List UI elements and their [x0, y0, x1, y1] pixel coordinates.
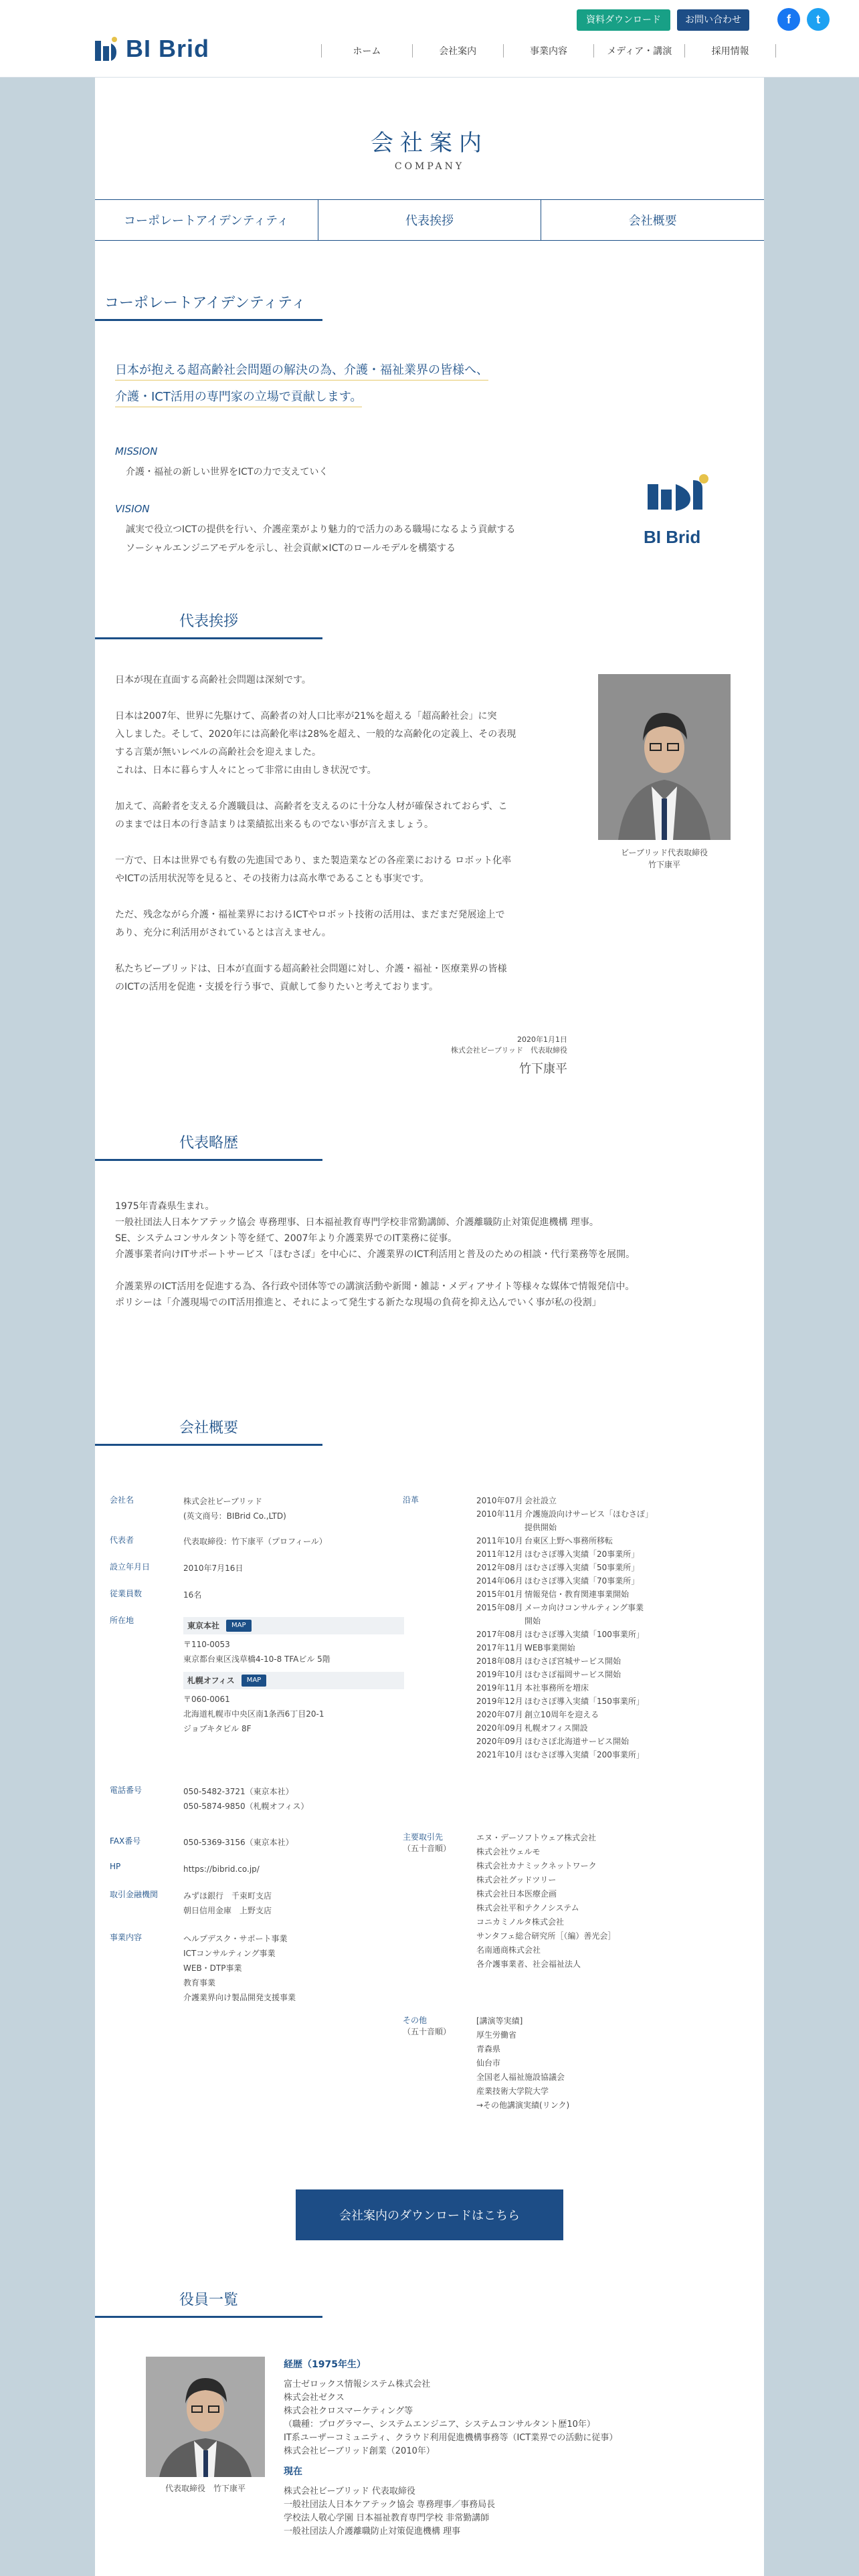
- history-event: 本社事務所を増床: [524, 1683, 589, 1693]
- main-content: 会社案内 COMPANY コーポレートアイデンティティ 代表挨拶 会社概要 コーポレートアイデンティティ 日本が抱える超高齢社会問題の解決の為、介護・福祉業界の皆様へ、 介護・ICT活用の専門家の立場で貢献します。 MISSION 介護・福祉の新しい世界をICTの力で支えていく VISION 誠実で役立つICTの提供を行い、介護産業がより魅力的で活力のある職場になるよう貢献する ソーシャルエンジニアモデルを示し、社会貢献×ICTのロールモデルを構築する BI Brid 代表挨拶 日本が現在直面する高齢社会問題は深刻です。 日本は2007年、世界に先駆けて、高齢者の対人口比率が21%を超える「超高齢社会」に突 入しました。そして、2020年には高齢化率は28%を超え、一般的な高齢化の定義上、その表現 する言葉が無いレベルの高齢社会を迎えました。 これは、日本に暮らす人々にとって非常に由由しき状況です。 加えて、高齢者を支える介護職員は、高齢者を支えるのに十分な人材が確保されておらず、こ のままでは日本の行き詰まりは業績拡出来るものでない事が言えましょう。 一方で、日本は世界でも有数の先進国であり、また製造業などの各産業における ロボット化率 やICTの活用状況等を見ると、その技術力は高水準であることも事実です。 ただ、残念ながら介護・福祉業界におけるICTやロボット技術の活用は、まだまだ発展途上で あり、充分に利活用がされているとは言えません。 私たちビーブリッドは、日本が直面する超高齢社会問題に対し、介護・福祉・医療業界の皆様 のICTの活用を促進・支援を行う事で、貢献して参りたいと考えております。 ビーブリッド代表取締役 竹下康平 2020年1月1日 株式会社ビーブリッド 代表取締役 竹下康平 代表略歴 1975年青森県生まれ。 一般社団法人日本ケアテック協会 専務理事、日本福祉教育専門学校非常勤講師、介護離職防止対策促進機構 理事。 SE、システムコンサルタント等を経て、2007年より介護業界でのIT業務に従事。 介護事業者向けITサポートサービス「ほむさぽ」を中心に、介護業界のICT利活用と普及のための相談・代行業務等を展開。 介護業界のICT活用を促進する為、各行政や団体等での講演活動や新聞・雑誌・メディアサイト等様々な媒体で情報発信中。 ポリシーは「介護現場でのIT活用推進と、それによって発生する新たな現場の負荷を抑え込んでいく事が私の役割」 会社概要 会社名 株式会社ビーブリッド (英文商号：BIBrid Co.,LTD) 代表者 代表取締役：竹下康平（プロフィール） 設立年月日 2010年7月16日 従業員数 16名 所在地 東京本社 MAP 〒110-0053 東京都台東区浅草橋4-10-8 TFAビル 5階 札幌オフィス MAP 〒060-0061 北海道札幌市中央区南1条西6丁目20-1 ジョブキタビル 8F 電話番号 050-5482-3721（東京本社） 050-5874-9850（札幌オフィス） FAX番号 050-5369-3156（東京本社） HP https://bibrid.co.jp/ 取引金融機関 みずほ銀行 千束町支店 朝日信用金庫 上野支店 事業内容 ヘルプデスク・サポート事業 ICTコンサルティング事業 WEB・DTP事業 教育事業 介護業界向け製品開発支援事業 沿革 2010年07月 会社設立 2010年11月 介護施設向けサービス「ほむさぽ」 提供開始 2011年10月 台東区上野へ事務所移転 2011年12月 ほむさぽ導入実績「20事業所」 2012年08月 ほむさぽ導入実績「50事業所」 2014年06月 ほむさぽ導入実績「70事業所」 2015年01月 情報発信・教育関連事業開始 2015年08月 メーカ向けコンサルティング事業 開始 2017年08月 ほむさぽ導入実績「100事業所」 2017年11月 WEB事業開始 2018年08月 ほむさぽ宮城サービス開始 2019年10月 ほむさぽ福岡サービス開始 2019年11月 本社事務所を増床 2019年12月 ほむさぽ導入実績「150事業所」 2020年07月 創立10周年を迎える 2020年09月 札幌オフィス開設 2020年09月 ほむさぽ北海道サービス開始 2021年10月 ほむさぽ導入実績「200事業所」 主要取引先 （五十音順） エヌ・デーソフトウェア株式会社 株式会社ウェルモ 株式会社カナミックネットワーク 株式会社グッドツリー 株式会社日本医療企画 株式会社平和テクノシステム コニカミノルタ株式会社 サンタフェ総合研究所［（編）善光会］ 名南通商株式会社 各介護事業者、社会福祉法人 その他 （五十音順） [講演等実績] 厚生労働省 青森県 仙台市 全国老人福祉施設協議会 産業技術大学院大学 →その他講演実績(リンク) 会社案内のダウンロードはこちら 役員一覧 代表取締役 竹下康平 経歴（1975年生） 富士ゼロックス情報システム株式会社 株式会社ゼクス 株式会社クロスマーケティング等 （職種：プログラマー、システムエンジニア、システムコンサルタント歴10年） IT系ユーザーコミュニティ、クラウド利用促進機構事務等（ICT業界での活動に従事） 株式会社ビーブリッド創業（2010年） 現在 株式会社ビーブリッド 代表取締役 一般社団法人日本ケアテック協会 専務理事／事務局長 学校法人敬心学園 日本福祉教育専門学校 非常勤講師 一般社団法人介護離職防止対策促進機構 理事: [95, 78, 764, 2576]
- tab-greeting[interactable]: 代表挨拶: [318, 200, 542, 240]
- partner-item: コニカミノルタ株式会社: [476, 1917, 565, 1927]
- officer-caption: 代表取締役 竹下康平: [165, 2484, 246, 2493]
- officer-bio: [284, 2358, 617, 2539]
- others-list: [476, 2014, 697, 2113]
- history-event: ほむさぽ福岡サービス開始: [524, 1670, 622, 1679]
- page-title: 会社案内: [371, 130, 488, 156]
- ci-catch-line2: 介護・ICT活用の専門家の立場で貢献します。: [115, 390, 362, 407]
- logo-text: BI Brid: [126, 35, 210, 62]
- president-portrait-icon: [598, 674, 731, 840]
- partners-label: 主要取引先 （五十音順）: [403, 1832, 452, 1853]
- history-event: 開始: [524, 1616, 541, 1626]
- main-nav: [321, 44, 776, 58]
- history-date: 2015年01月: [476, 1590, 523, 1599]
- history-event: WEB事業開始: [524, 1643, 575, 1652]
- officer-career-item: IT系ユーザーコミュニティ、クラウド利用促進機構事務等（ICT業界での活動に従事）: [284, 2433, 618, 2443]
- tokyo-office-head: 東京本社 MAP: [183, 1617, 404, 1634]
- greeting-name: 竹下康平: [519, 1062, 567, 1076]
- homepage-link[interactable]: https://bibrid.co.jp/: [183, 1864, 260, 1874]
- vision-text-line2: ソーシャルエンジニアモデルを示し、社会貢献×ICTのロールモデルを構築する: [126, 543, 456, 554]
- partner-item: サンタフェ総合研究所［（編）善光会］: [476, 1931, 616, 1941]
- career-heading: 代表略歴: [95, 1132, 322, 1161]
- greeting-message: [115, 671, 570, 1014]
- history-label: 沿革: [403, 1495, 419, 1505]
- page-title-block: [95, 124, 764, 172]
- site-logo[interactable]: [95, 35, 209, 63]
- history-date: 2012年08月: [476, 1563, 523, 1572]
- president-photo: [598, 674, 731, 840]
- history-date: [476, 1521, 524, 1534]
- greeting-company: 株式会社ビーブリッド 代表取締役: [450, 1046, 567, 1055]
- mission-label: MISSION: [115, 445, 158, 457]
- sapporo-map-button[interactable]: MAP: [242, 1675, 267, 1687]
- history-date: 2021年10月: [476, 1750, 523, 1759]
- greeting-p6: 私たちビーブリッドは、日本が直面する超高齢社会問題に対し、介護・福祉・医療業界の皆様 のICTの活用を促進・支援を行う事で、貢献して参りたいと考えております。: [115, 964, 507, 992]
- greeting-p1: 日本が現在直面する高齢社会問題は深刻です。: [115, 675, 311, 685]
- history-event: ほむさぽ北海道サービス開始: [524, 1737, 630, 1746]
- history-row: [476, 1574, 697, 1588]
- others-item: 青森県: [476, 2044, 501, 2054]
- history-event: ほむさぽ導入実績「70事業所」: [524, 1576, 640, 1586]
- history-event: 情報発信・教育関連事業開始: [524, 1590, 630, 1599]
- history-list: [476, 1494, 697, 1761]
- history-event: 創立10周年を迎える: [524, 1710, 599, 1719]
- partner-item: 株式会社グッドツリー: [476, 1875, 557, 1885]
- officers-heading: 役員一覧: [95, 2288, 322, 2318]
- overview-heading: 会社概要: [95, 1416, 322, 1446]
- company-logo: [644, 472, 714, 548]
- history-date: 2017年08月: [476, 1630, 523, 1639]
- history-row: [476, 1588, 697, 1601]
- ci-catch-line1: 日本が抱える超高齢社会問題の解決の為、介護・福祉業界の皆様へ、: [115, 363, 488, 381]
- history-date: 2018年08月: [476, 1656, 523, 1666]
- history-row: [476, 1628, 697, 1641]
- history-row: [476, 1547, 697, 1561]
- history-row: [476, 1721, 697, 1735]
- tokyo-map-button[interactable]: MAP: [226, 1620, 252, 1632]
- history-date: [476, 1614, 524, 1628]
- contact-button[interactable]: お問い合わせ: [677, 9, 749, 31]
- partner-item: 各介護事業者、社会福祉法人: [476, 1959, 581, 1969]
- officer-current-item: 株式会社ビーブリッド 代表取締役: [284, 2486, 415, 2496]
- history-date: 2010年07月: [476, 1496, 523, 1505]
- mission-text: 介護・福祉の新しい世界をICTの力で支えていく: [126, 467, 328, 477]
- officer-career-item: 株式会社クロスマーケティング等: [284, 2406, 413, 2416]
- partner-item: 株式会社平和テクノシステム: [476, 1903, 579, 1913]
- others-item: 厚生労働省: [476, 2030, 517, 2040]
- history-row: [476, 1681, 697, 1695]
- facebook-icon[interactable]: f: [777, 8, 800, 31]
- ci-catch: [115, 357, 488, 411]
- career-block2: 介護業界のICT活用を促進する為、各行政や団体等での講演活動や新聞・雑誌・メディアサイト等様々な媒体で情報発信中。 ポリシーは「介護現場でのIT活用推進と、それによって発生する新たな現場の負荷を抑え込んでいく事が私の役割」: [115, 1281, 635, 1308]
- greeting-p3: 加えて、高齢者を支える介護職員は、高齢者を支えるのに十分な人材が確保されておらず、こ のままでは日本の行き詰まりは業績拡出来るものでない事が言えましょう。: [115, 801, 508, 830]
- officer-photo: [146, 2357, 265, 2477]
- others-item: 産業技術大学院大学: [476, 2086, 549, 2096]
- history-row: [476, 1695, 697, 1708]
- officer-current-item: 一般社団法人介護離職防止対策促進機構 理事: [284, 2527, 461, 2537]
- vision-text: [126, 520, 515, 558]
- president-caption-title: ビーブリッド代表取締役: [621, 848, 708, 857]
- career-text: [115, 1198, 744, 1327]
- twitter-icon[interactable]: t: [807, 8, 830, 31]
- others-item: 仙台市: [476, 2058, 501, 2068]
- history-event: ほむさぽ宮城サービス開始: [524, 1656, 622, 1666]
- nav-recruit[interactable]: 採用情報: [684, 44, 776, 58]
- overview-row-name: 会社名 株式会社ビーブリッド (英文商号：BIBrid Co.,LTD): [110, 1495, 286, 1521]
- president-caption: [598, 847, 731, 871]
- history-row: [476, 1654, 697, 1668]
- officer-career-item: 富士ゼロックス情報システム株式会社: [284, 2379, 431, 2389]
- history-date: 2020年09月: [476, 1723, 523, 1733]
- officer-career-title: 経歴（1975年生）: [284, 2359, 366, 2370]
- history-row: [476, 1641, 697, 1654]
- history-event: メーカ向けコンサルティング事業: [524, 1603, 644, 1612]
- history-date: 2020年07月: [476, 1710, 523, 1719]
- history-event: 台東区上野へ事務所移転: [524, 1536, 613, 1545]
- partner-item: 名南通商株式会社: [476, 1945, 541, 1955]
- history-date: 2017年11月: [476, 1643, 523, 1652]
- history-row: [476, 1614, 697, 1628]
- history-date: 2010年11月: [476, 1509, 523, 1519]
- president-caption-name: 竹下康平: [648, 860, 680, 869]
- officer-current-title: 現在: [284, 2466, 302, 2477]
- vision-text-line1: 誠実で役立つICTの提供を行い、介護産業がより魅力的で活力のある職場になるよう貢献する: [126, 524, 516, 535]
- officer-current-list: [284, 2485, 617, 2539]
- greeting-signature: [451, 1034, 567, 1077]
- officer-current-item: 一般社団法人日本ケアテック協会 専務理事／事務局長: [284, 2500, 496, 2510]
- tab-overview[interactable]: 会社概要: [628, 214, 677, 228]
- officer-career-list: [284, 2378, 617, 2458]
- download-button[interactable]: 資料ダウンロード: [577, 9, 670, 31]
- history-event: ほむさぽ導入実績「150事業所」: [524, 1697, 644, 1706]
- partner-item: 株式会社カナミックネットワーク: [476, 1861, 597, 1870]
- history-date: 2011年10月: [476, 1536, 523, 1545]
- partner-item: 株式会社日本医療企画: [476, 1889, 557, 1899]
- officer-career-item: （職種：プログラマー、システムエンジニア、システムコンサルタント歴10年）: [284, 2420, 595, 2430]
- nav-media[interactable]: メディア・講演: [593, 44, 684, 58]
- nav-business[interactable]: 事業内容: [503, 44, 594, 58]
- vision-label: VISION: [115, 503, 150, 515]
- history-event: 札幌オフィス開設: [524, 1723, 588, 1733]
- history-event: ほむさぽ導入実績「50事業所」: [524, 1563, 640, 1572]
- history-date: 2011年12月: [476, 1549, 523, 1559]
- history-date: 2019年10月: [476, 1670, 523, 1679]
- history-row: [476, 1748, 697, 1761]
- nav-company[interactable]: 会社案内: [412, 44, 503, 58]
- history-row: [476, 1507, 697, 1521]
- tab-corporate-identity[interactable]: コーポレートアイデンティティ: [95, 200, 318, 240]
- site-header: [0, 0, 859, 78]
- history-date: 2020年09月: [476, 1737, 523, 1746]
- company-profile-download-button[interactable]: 会社案内のダウンロードはこちら: [296, 2189, 563, 2240]
- partners-list: [476, 1831, 697, 1971]
- history-event: ほむさぽ導入実績「200事業所」: [524, 1750, 644, 1759]
- officer-portrait-icon: [146, 2357, 265, 2477]
- officer-current-item: 学校法人敬心学園 日本福祉教育専門学校 非常勤講師: [284, 2513, 490, 2523]
- greeting-p5: ただ、残念ながら介護・福祉業界におけるICTやロボット技術の活用は、まだまだ発展途上で あり、充分に利活用がされているとは言えません。: [115, 909, 505, 938]
- others-item: [講演等実績]: [476, 2016, 523, 2026]
- logo-mark-icon: [95, 37, 118, 61]
- officer-career-item: 株式会社ゼクス: [284, 2393, 345, 2403]
- greeting-p2: 日本は2007年、世界に先駆けて、高齢者の対人口比率が21%を超える「超高齢社会」に突 入しました。そして、2020年には高齢化率は28%を超え、一般的な高齢化の定義上、その表現 する言葉が無いレベルの高齢社会を迎えました。 これは、日本に暮らす人々にとって非常に由由しき状況です。: [115, 711, 516, 776]
- history-event: 提供開始: [524, 1523, 557, 1532]
- history-row: [476, 1521, 697, 1534]
- history-date: 2014年06月: [476, 1576, 523, 1586]
- others-item: 全国老人福祉施設協議会: [476, 2072, 565, 2082]
- section-tabs: [95, 199, 764, 241]
- history-row: [476, 1494, 697, 1507]
- history-row: [476, 1735, 697, 1748]
- greeting-heading: 代表挨拶: [95, 610, 322, 639]
- history-event: ほむさぽ導入実績「100事業所」: [524, 1630, 644, 1639]
- career-block1: 1975年青森県生まれ。 一般社団法人日本ケアテック協会 専務理事、日本福祉教育専門学校非常勤講師、介護離職防止対策促進機構 理事。 SE、システムコンサルタント等を経て、2007年より介護業界でのIT業務に従事。 介護事業者向けITサポートサービス「ほむさぽ」を中心に、介護業界のICT利活用と普及のための相談・代行業務等を展開。: [115, 1201, 636, 1260]
- history-date: 2019年11月: [476, 1683, 523, 1693]
- logo-mark-large-icon: [644, 472, 714, 527]
- history-event: 会社設立: [524, 1496, 557, 1505]
- history-event: ほむさぽ導入実績「20事業所」: [524, 1549, 640, 1559]
- nav-home[interactable]: ホーム: [321, 44, 412, 58]
- partner-item: エヌ・デーソフトウェア株式会社: [476, 1833, 597, 1842]
- history-date: 2015年08月: [476, 1603, 523, 1612]
- others-item[interactable]: →その他講演実績(リンク): [476, 2101, 570, 2110]
- history-row: [476, 1534, 697, 1547]
- company-logo-text: BI Brid: [644, 527, 701, 547]
- page-subtitle: COMPANY: [394, 161, 465, 172]
- history-row: [476, 1601, 697, 1614]
- officer-career-item: 株式会社ビーブリッド創業（2010年）: [284, 2446, 435, 2456]
- history-date: 2019年12月: [476, 1697, 523, 1706]
- others-label: その他 （五十音順）: [403, 2016, 452, 2036]
- history-event: 介護施設向けサービス「ほむさぽ」: [524, 1509, 654, 1519]
- ci-heading: コーポレートアイデンティティ: [95, 292, 322, 321]
- history-row: [476, 1708, 697, 1721]
- history-row: [476, 1561, 697, 1574]
- sapporo-office-head: 札幌オフィス MAP: [183, 1672, 404, 1689]
- greeting-date: 2020年1月1日: [517, 1035, 567, 1044]
- greeting-p4: 一方で、日本は世界でも有数の先進国であり、また製造業などの各産業における ロボット化率 やICTの活用状況等を見ると、その技術力は高水準であることも事実です。: [115, 855, 512, 884]
- history-row: [476, 1668, 697, 1681]
- partner-item: 株式会社ウェルモ: [476, 1847, 541, 1856]
